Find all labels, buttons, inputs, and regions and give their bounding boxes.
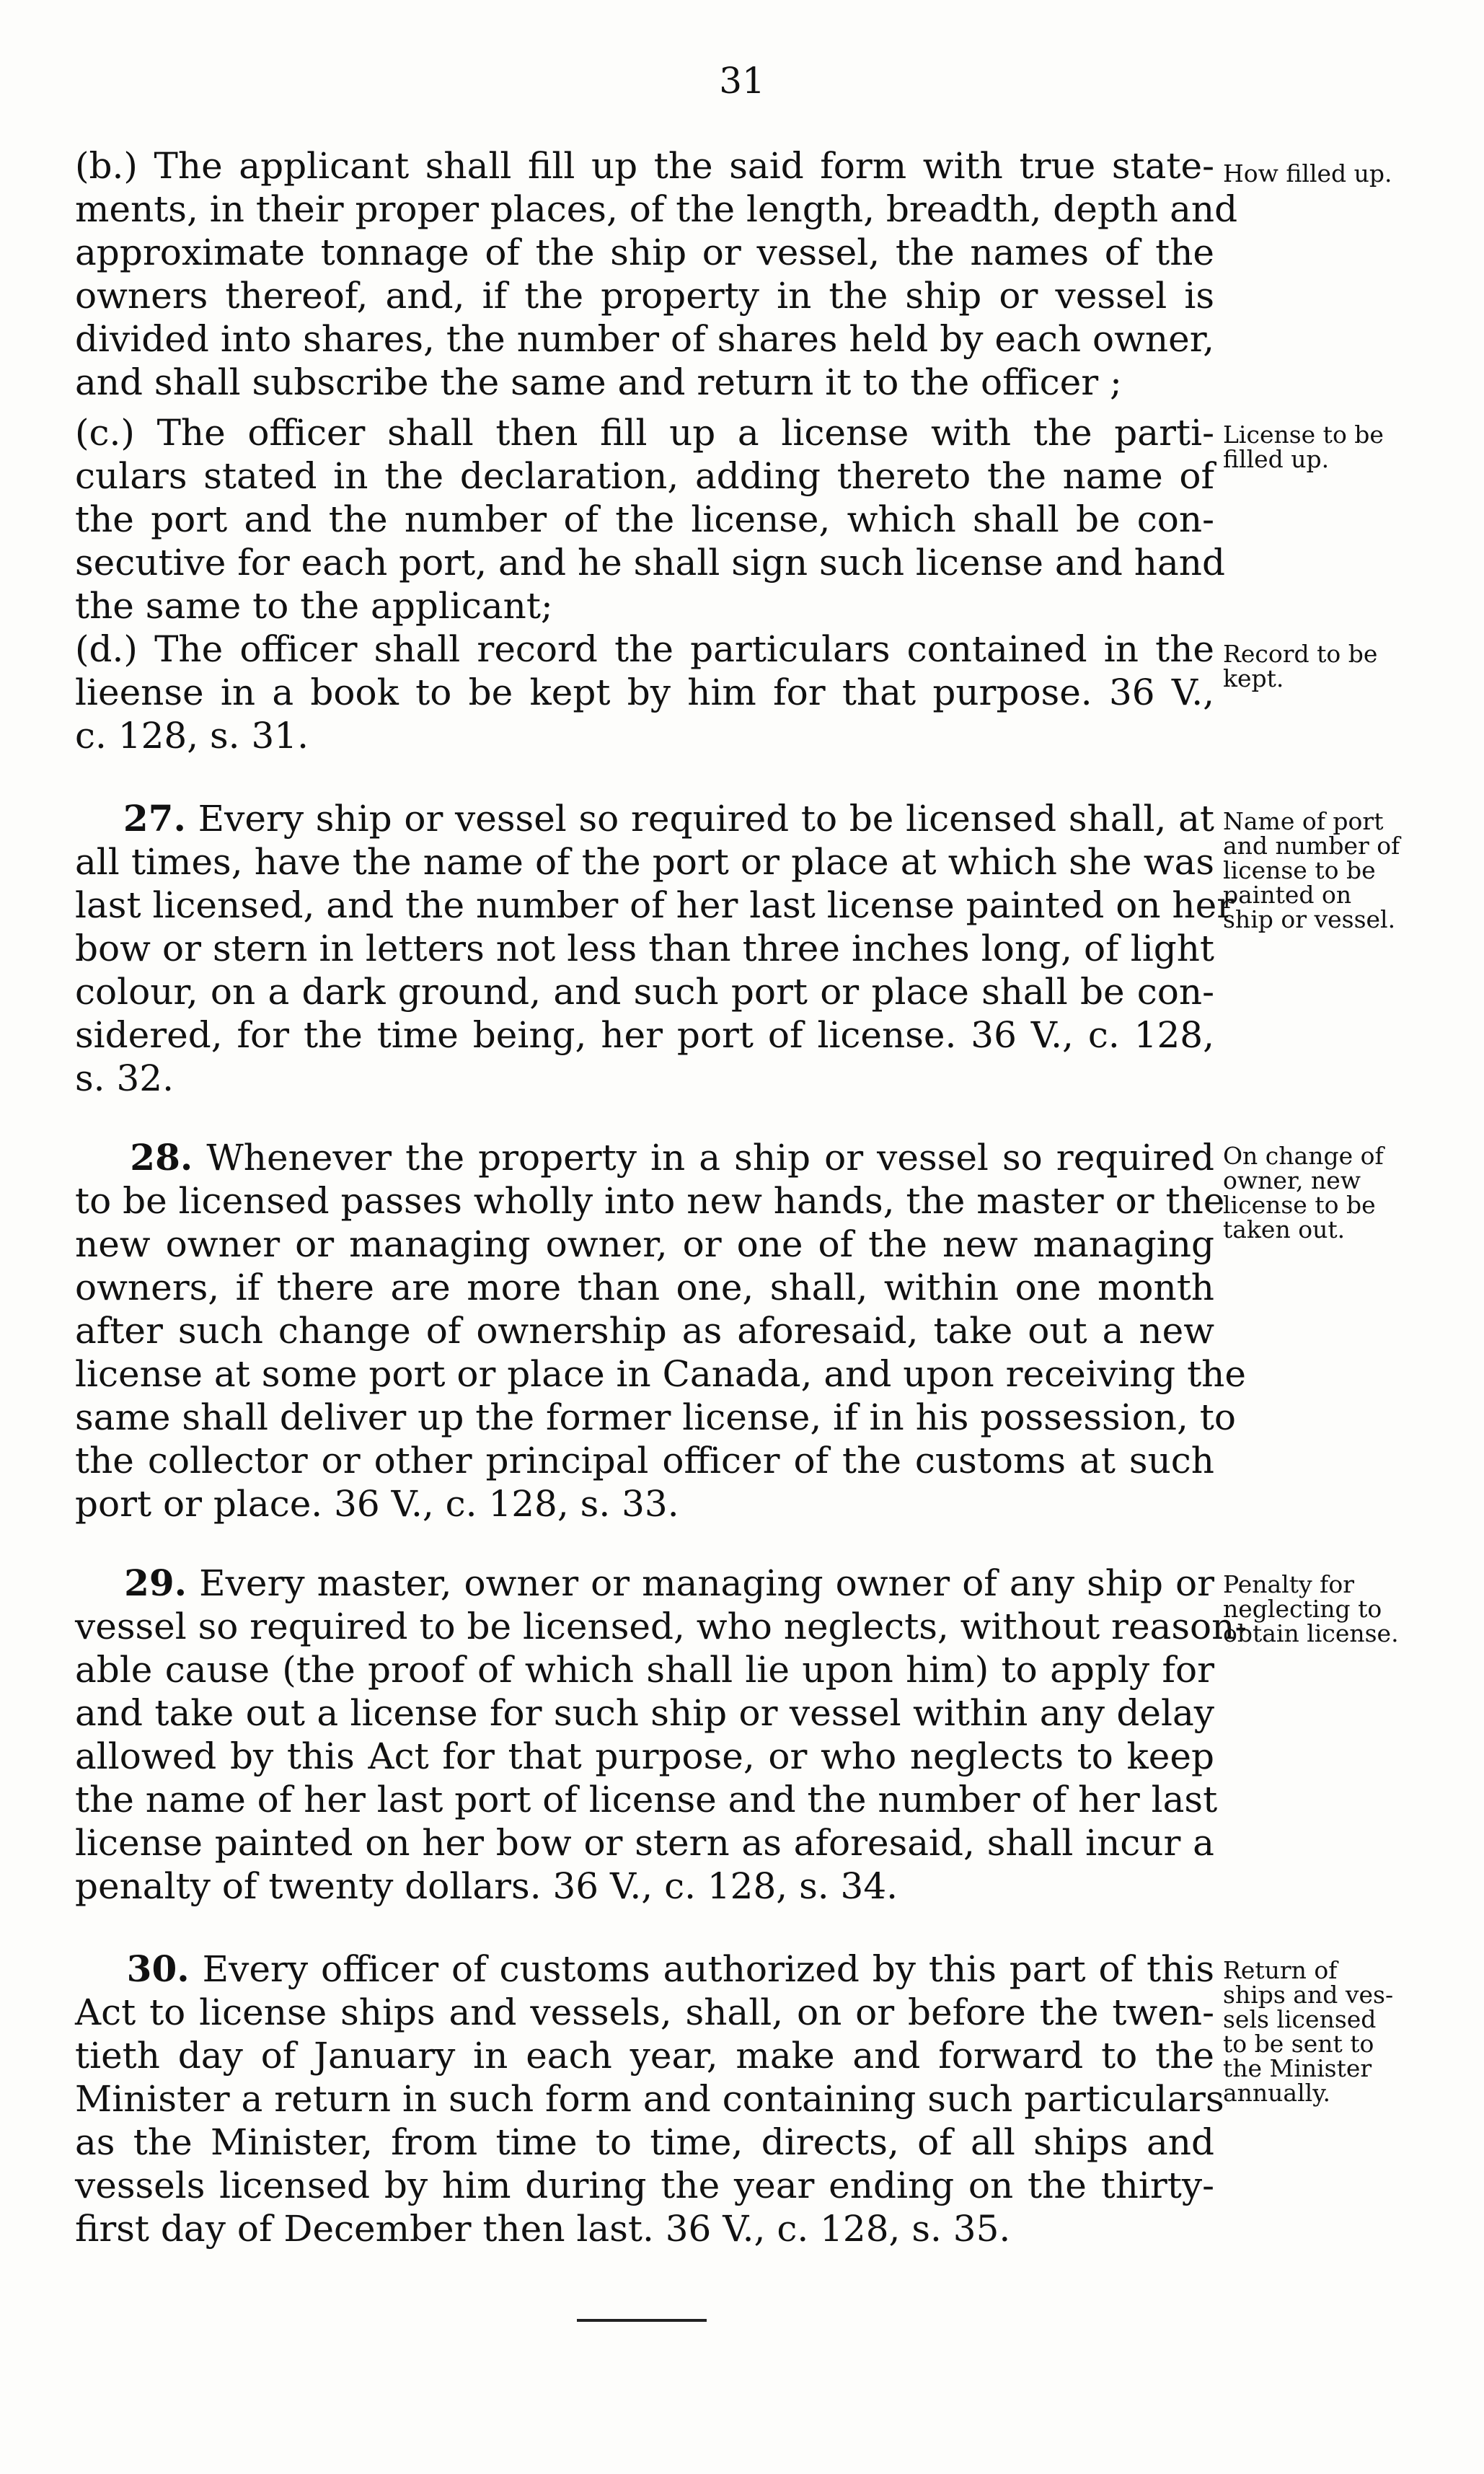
paragraph-sub-d [75, 628, 1214, 757]
text-line: and take out a license for such ship or vessel within any delay [75, 1692, 1214, 1734]
margin-note-line: Penalty for [1223, 1570, 1354, 1598]
text-line: lieense in a book to be kept by him for that purpose. 36 V., [75, 672, 1214, 713]
text-line: Minister a return in such form and containing such particulars [75, 2078, 1224, 2120]
text-line: Act to license ships and vessels, shall, on or before the twen- [75, 1991, 1214, 2033]
margin-note-line: On change of [1223, 1142, 1384, 1170]
text-line [75, 411, 1214, 454]
paragraph-sub-c [75, 411, 1225, 628]
text-line: able cause (the proof of which shall lie upon him) to apply for [75, 1649, 1214, 1691]
text-line: ments, in their proper places, of the length, breadth, depth and [75, 188, 1238, 230]
margin-note-line: the Minister [1223, 2054, 1372, 2082]
text-line-content: Every master, owner or managing owner of any ship or [199, 1562, 1214, 1604]
text-line [75, 1562, 1214, 1605]
margin-note-line: Record to be [1223, 640, 1378, 668]
section-28 [75, 1136, 1246, 1526]
text-line: secutive for each port, and he shall sign such license and hand [75, 542, 1225, 584]
margin-note-line: ships and ves- [1223, 1981, 1394, 2009]
text-line: same shall deliver up the former license, if in his possession, to [75, 1396, 1236, 1438]
margin-note-penalty-for-neglecting [1223, 1572, 1468, 1646]
text-line: divided into shares, the number of shares held by each owner, [75, 318, 1214, 360]
margin-note-line: kept. [1223, 664, 1284, 692]
margin-note-line: filled up. [1223, 445, 1330, 473]
text-line [75, 1947, 1214, 1991]
text-line: new owner or managing owner, or one of the new managing [75, 1223, 1214, 1265]
margin-note-line: painted on [1223, 881, 1352, 909]
text-line: sidered, for the time being, her port of license. 36 V., c. 128, [75, 1014, 1214, 1056]
margin-note-line: obtain license. [1223, 1619, 1399, 1647]
text-line-content: The officer shall record the particulars contained in the [154, 628, 1214, 670]
margin-note-line: annually. [1223, 2079, 1330, 2107]
margin-note-license-to-be-filled-up [1223, 423, 1468, 472]
section-number: 30. [126, 1947, 190, 1990]
text-line: s. 32. [75, 1057, 174, 1099]
text-line [75, 144, 1214, 188]
text-line: after such change of ownership as aforesaid, take out a new [75, 1310, 1214, 1352]
margin-note-line: and number of [1223, 832, 1400, 860]
margin-note-line: taken out. [1223, 1215, 1346, 1243]
text-line-content: Every ship or vessel so required to be licensed shall, at [198, 798, 1215, 840]
text-line: last licensed, and the number of her last license painted on her [75, 884, 1235, 926]
margin-note-line: How filled up. [1223, 159, 1392, 188]
section-30 [75, 1947, 1224, 2250]
section-27 [75, 797, 1235, 1100]
margin-note-line: neglecting to [1223, 1595, 1382, 1623]
margin-note-return-of-ships [1223, 1958, 1468, 2105]
margin-note-line: to be sent to [1223, 2030, 1374, 2058]
text-line: c. 128, s. 31. [75, 715, 309, 757]
text-line: owners, if there are more than one, shall, within one month [75, 1267, 1214, 1308]
text-line: to be licensed passes wholly into new hands, the master or the [75, 1180, 1225, 1222]
text-line: and shall subscribe the same and return it to the officer ; [75, 361, 1122, 403]
text-line: culars stated in the declaration, adding thereto the name of [75, 455, 1214, 497]
text-line: the name of her last port of license and the number of her last [75, 1779, 1218, 1821]
text-line: penalty of twenty dollars. 36 V., c. 128, s. 34. [75, 1865, 898, 1907]
text-line-content: Whenever the property in a ship or vessel so required [206, 1137, 1214, 1179]
margin-note-line: Return of [1223, 1956, 1338, 1984]
text-line: allowed by this Act for that purpose, or who neglects to keep [75, 1735, 1214, 1777]
text-line: the collector or other principal officer of the customs at such [75, 1440, 1214, 1482]
margin-note-how-filled-up [1223, 159, 1468, 188]
margin-note-line: license to be [1223, 856, 1376, 884]
margin-note-line: ship or vessel. [1223, 905, 1396, 933]
subsection-label: (c.) [75, 412, 135, 454]
text-line: license painted on her bow or stern as aforesaid, shall incur a [75, 1822, 1214, 1864]
text-line: owners thereof, and, if the property in the ship or vessel is [75, 275, 1214, 317]
text-line: port or place. 36 V., c. 128, s. 33. [75, 1483, 679, 1525]
text-line: approximate tonnage of the ship or vessel, the names of the [75, 232, 1214, 273]
text-line: first day of December then last. 36 V., c. 128, s. 35. [75, 2208, 1011, 2250]
text-line [75, 628, 1214, 671]
text-line: colour, on a dark ground, and such port or place shall be con- [75, 971, 1214, 1013]
text-line: as the Minister, from time to time, directs, of all ships and [75, 2121, 1214, 2163]
text-line-content: The officer shall then fill up a license with the parti- [156, 412, 1214, 454]
margin-note-line: owner, new [1223, 1166, 1361, 1194]
subsection-label: (b.) [75, 145, 138, 187]
text-line: bow or stern in letters not less than three inches long, of light [75, 928, 1214, 969]
text-line: the port and the number of the license, which shall be con- [75, 498, 1214, 540]
margin-note-on-change-of-owner [1223, 1144, 1468, 1242]
text-line [75, 1136, 1214, 1179]
page-number: 31 [719, 60, 765, 102]
text-line-content: Every officer of customs authorized by this part of this [202, 1948, 1214, 1990]
margin-note-line: sels licensed [1223, 2005, 1377, 2033]
text-line-content: The applicant shall fill up the said form with true state- [154, 145, 1215, 187]
text-line: vessel so required to be licensed, who neglects, without reason- [75, 1606, 1247, 1647]
section-number: 27. [123, 797, 186, 840]
text-line: the same to the applicant; [75, 585, 553, 627]
subsection-label: (d.) [75, 628, 138, 670]
text-line: vessels licensed by him during the year ending on the thirty- [75, 2165, 1214, 2206]
text-line [75, 797, 1214, 840]
text-line: tieth day of January in each year, make and forward to the [75, 2035, 1214, 2077]
section-number: 29. [124, 1562, 187, 1604]
text-line: all times, have the name of the port or place at which she was [75, 841, 1214, 883]
margin-note-line: license to be [1223, 1191, 1376, 1219]
margin-note-record-to-be-kept [1223, 642, 1468, 691]
margin-note-name-of-port [1223, 809, 1468, 932]
section-29 [75, 1562, 1247, 1908]
text-line: license at some port or place in Canada, and upon receiving the [75, 1353, 1246, 1395]
paragraph-sub-b [75, 144, 1238, 404]
margin-note-line: Name of port [1223, 807, 1384, 835]
margin-note-line: License to be [1223, 421, 1384, 449]
section-number: 28. [130, 1136, 193, 1179]
end-rule [577, 2319, 707, 2322]
